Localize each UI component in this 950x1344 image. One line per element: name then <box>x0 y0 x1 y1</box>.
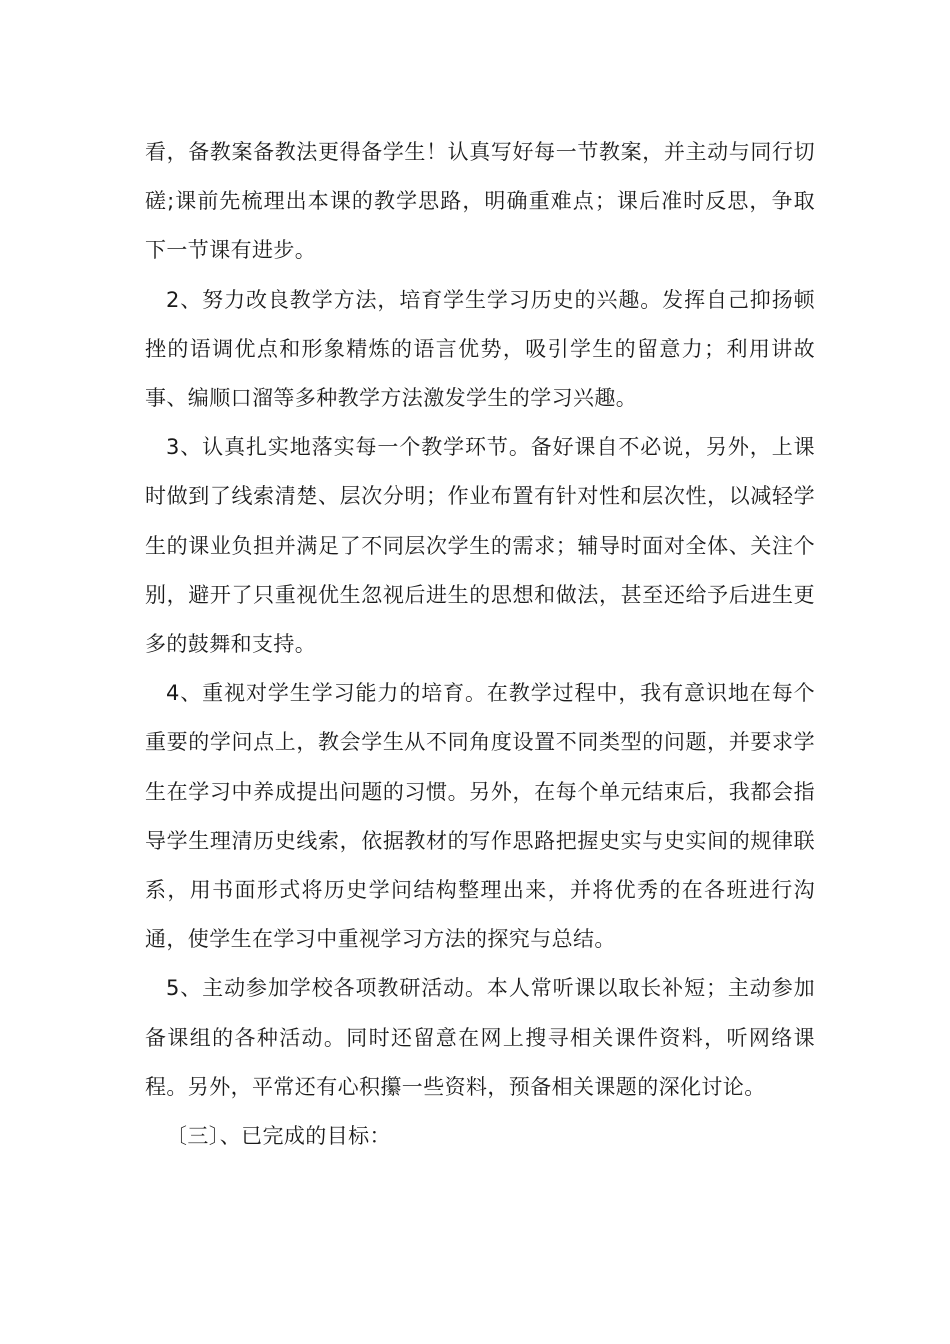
paragraph-item-3: 3、认真扎实地落实每一个教学环节。备好课自不必说，另外，上课时做到了线索清楚、层次分明；作业布置有针对性和层次性，以减轻学生的课业负担并满足了不同层次学生的需求；辅导时面对全体、关注个别，避开了只重视优生忽视后进生的思想和做法，甚至还给予后进生更多的鼓舞和支持。 <box>145 435 815 657</box>
paragraph-item-2: 2、努力改良教学方法，培育学生学习历史的兴趣。发挥自己抑扬顿挫的语调优点和形象精炼的语言优势，吸引学生的留意力；利用讲故事、编顺口溜等多种教学方法激发学生的学习兴趣。 <box>145 287 815 411</box>
document-body <box>145 128 815 1161</box>
paragraph-item-4: 4、重视对学生学习能力的培育。在教学过程中，我有意识地在每个重要的学问点上，教会学生从不同角度设置不同类型的问题，并要求学生在学习中养成提出问题的习惯。另外，在每个单元结束后，我都会指导学生理清历史线索，依据教材的写作思路把握史实与史实间的规律联系，用书面形式将历史学问结构整理出来，并将优秀的在各班进行沟通，使学生在学习中重视学习方法的探究与总结。 <box>145 681 815 952</box>
paragraph-item-5: 5、主动参加学校各项教研活动。本人常听课以取长补短；主动参加备课组的各种活动。同时还留意在网上搜寻相关课件资料，听网络课程。另外，平常还有心积攥一些资料，预备相关课题的深化讨论。 <box>145 976 815 1099</box>
paragraph-continuation: 看，备教案备教法更得备学生！认真写好每一节教案，并主动与同行切磋;课前先梳理出本课的教学思路，明确重难点；课后准时反思，争取下一节课有进步。 <box>145 140 815 263</box>
section-heading: 〔三〕、已完成的目标： <box>166 1124 391 1149</box>
